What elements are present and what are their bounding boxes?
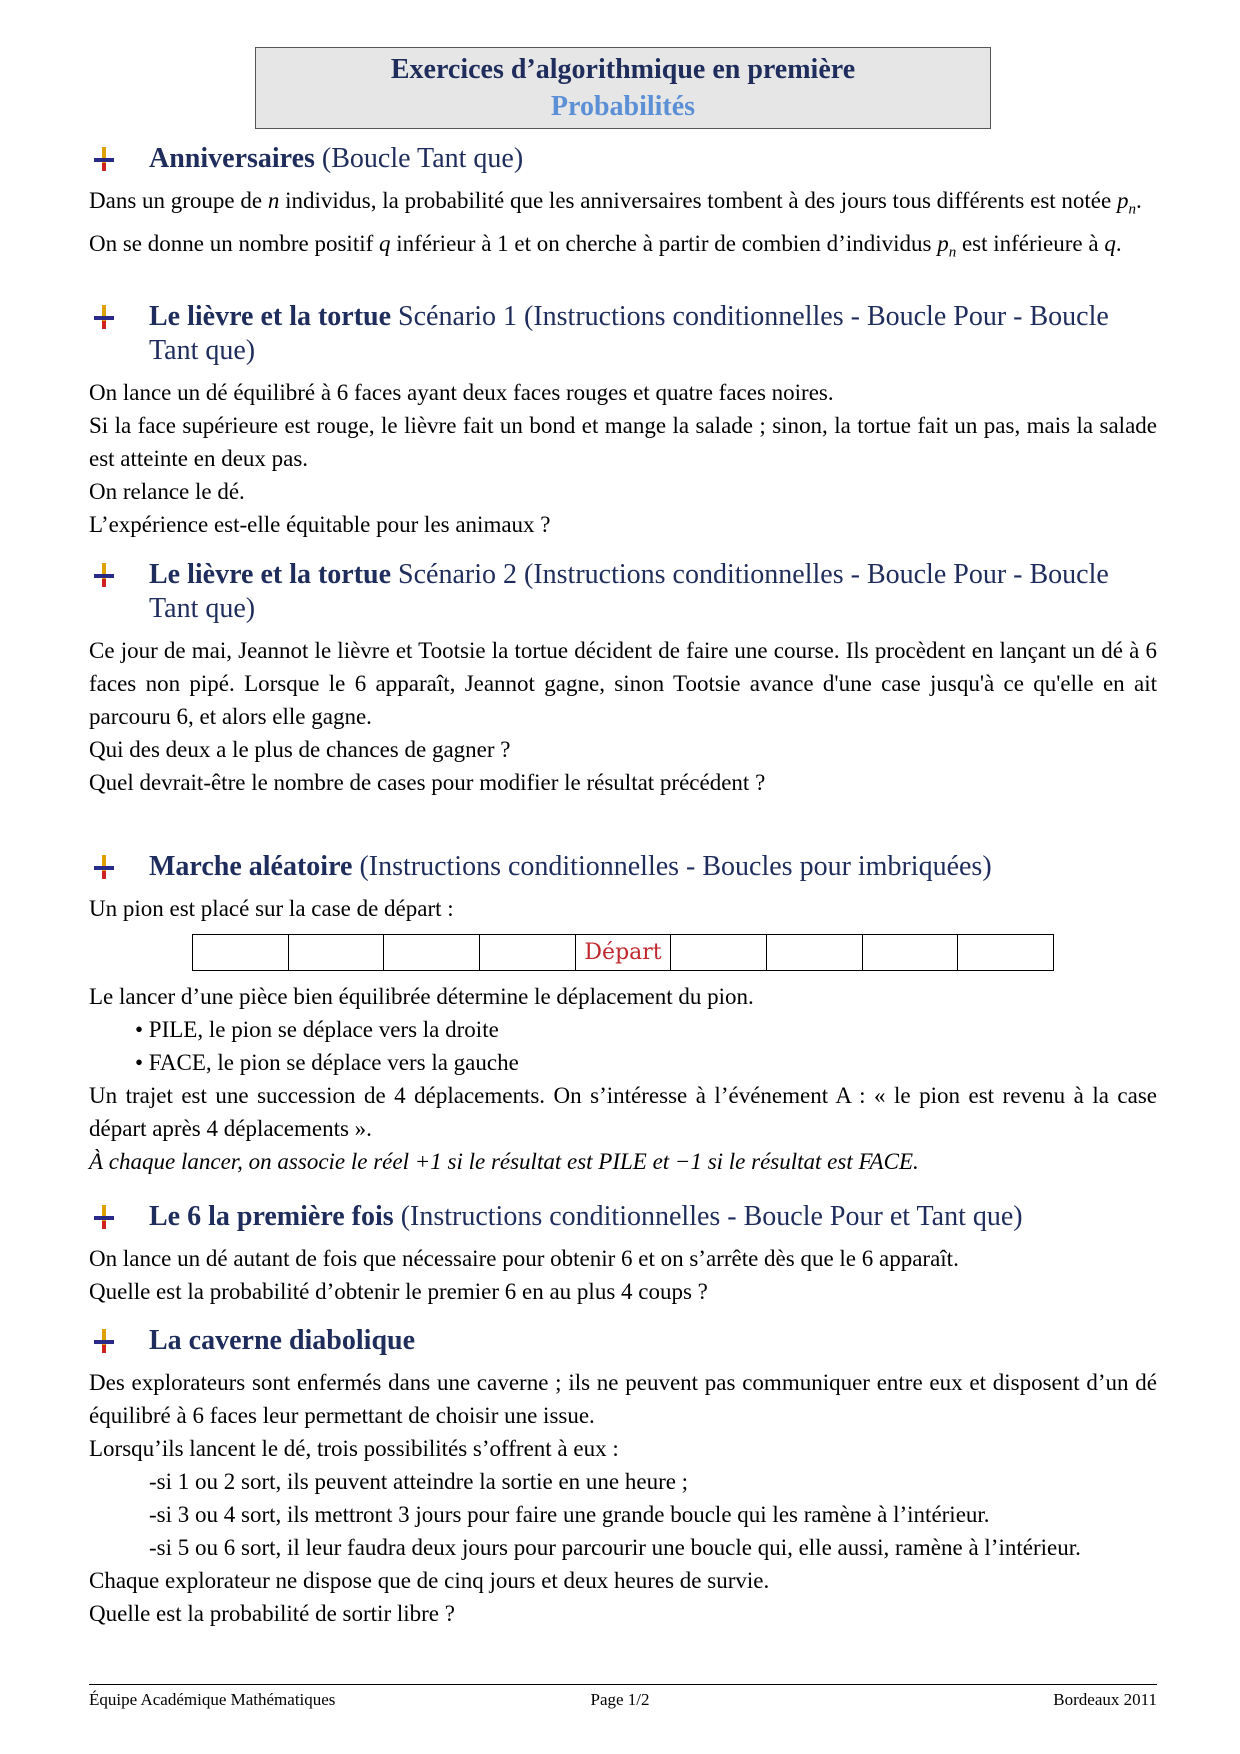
section-heading <box>89 142 1157 176</box>
footer-left: Équipe Académique Mathématiques <box>89 1690 336 1709</box>
board-grid <box>192 934 1054 971</box>
section-heading <box>89 1200 1157 1234</box>
section-heading <box>89 850 1157 884</box>
section-bullet-icon <box>92 563 118 589</box>
document-subtitle: Probabilités <box>550 91 696 122</box>
paragraph: On lance un dé autant de fois que nécessaire pour obtenir 6 et on s’arrête dès que le 6 apparaît. <box>89 1246 959 1271</box>
board-cell-depart: Départ <box>576 935 672 970</box>
paragraph: On lance un dé équilibré à 6 faces ayant deux faces rouges et quatre faces noires. <box>89 380 834 405</box>
footer-divider <box>89 1684 1157 1685</box>
indented-item: -si 5 ou 6 sort, il leur faudra deux jours pour parcourir une boucle qui, elle aussi, ramène à l’intérieur. <box>149 1535 1081 1560</box>
section-body <box>89 1366 1157 1630</box>
section-title-rest: Scénario 1 (Instructions conditionnelles - Boucle Pour - Boucle Tant que) <box>149 301 1109 366</box>
section-title-rest: (Boucle Tant que) <box>314 143 524 174</box>
section-bullet-icon <box>92 305 118 331</box>
section-lievre-2 <box>89 558 1157 799</box>
paragraph: On relance le dé. <box>89 479 245 504</box>
section-body <box>89 376 1157 541</box>
board-cell <box>289 935 385 970</box>
paragraph: Chaque explorateur ne dispose que de cinq jours et deux heures de survie. <box>89 1568 770 1593</box>
board-cell <box>193 935 289 970</box>
section-title-rest: Scénario 2 (Instructions conditionnelles - Boucle Pour - Boucle Tant que) <box>149 559 1109 624</box>
title-box <box>255 47 991 129</box>
paragraph: Un pion est placé sur la case de départ : <box>89 896 454 921</box>
section-body <box>89 1242 1157 1308</box>
board-cell <box>767 935 863 970</box>
paragraph: Des explorateurs sont enfermés dans une caverne ; ils ne peuvent pas communiquer entre eux et disposent d’un dé équilibré à 6 faces leur permettant de choisir une issue. <box>89 1370 1157 1428</box>
footer-right: Bordeaux 2011 <box>1053 1690 1157 1709</box>
document-title: Exercices d’algorithmique en première <box>390 54 856 85</box>
section-marche-aleatoire <box>89 850 1157 925</box>
indented-item: -si 3 ou 4 sort, ils mettront 3 jours pour faire une grande boucle qui les ramène à l’intérieur. <box>149 1502 990 1527</box>
section-title-bold: La caverne diabolique <box>149 1325 416 1356</box>
section-heading <box>89 558 1157 626</box>
paragraph: Quelle est la probabilité de sortir libre ? <box>89 1601 455 1626</box>
section-6-premiere-fois <box>89 1200 1157 1308</box>
paragraph: Le lancer d’une pièce bien équilibrée détermine le déplacement du pion. <box>89 984 754 1009</box>
section-bullet-icon <box>92 1329 118 1355</box>
section-title-bold: Le 6 la première fois <box>149 1201 394 1232</box>
paragraph: Un trajet est une succession de 4 déplacements. On s’intéresse à l’événement A : « le pion est revenu à la case départ après 4 déplacements ». <box>89 1083 1157 1141</box>
section-title-rest: (Instructions conditionnelles - Boucles pour imbriquées) <box>352 851 992 882</box>
italic-paragraph: À chaque lancer, on associe le réel +1 si le résultat est PILE et −1 si le résultat est FACE. <box>89 1149 919 1174</box>
paragraph: Lorsqu’ils lancent le dé, trois possibilités s’offrent à eux : <box>89 1436 619 1461</box>
section-heading <box>89 300 1157 368</box>
section-title-bold: Le lièvre et la tortue <box>149 301 392 332</box>
board-cell <box>958 935 1053 970</box>
section-anniversaires <box>89 142 1157 269</box>
section-body <box>89 634 1157 799</box>
board-cell <box>863 935 959 970</box>
indented-item: -si 1 ou 2 sort, ils peuvent atteindre la sortie en une heure ; <box>149 1469 689 1494</box>
paragraph: Quel devrait-être le nombre de cases pour modifier le résultat précédent ? <box>89 770 766 795</box>
section-intro <box>89 892 1157 925</box>
section-bullet-icon <box>92 855 118 881</box>
paragraph: On se donne un nombre positif q inférieur à 1 et on cherche à partir de combien d’individus $p_n$ est inférieure à q. <box>89 230 1122 261</box>
list-item: • PILE, le pion se déplace vers la droite <box>135 1017 499 1042</box>
paragraph: Dans un groupe de n individus, la probabilité que les anniversaires tombent à des jours tous différents est notée $p_n$. <box>89 188 1142 218</box>
board-cell <box>671 935 767 970</box>
section-title-rest: (Instructions conditionnelles - Boucle Pour et Tant que) <box>393 1201 1023 1232</box>
paragraph: Si la face supérieure est rouge, le lièvre fait un bond et mange la salade ; sinon, la tortue fait un pas, mais la salade est atteinte en deux pas. <box>89 413 1157 471</box>
section-marche-body <box>89 980 1157 1178</box>
section-caverne <box>89 1324 1157 1630</box>
board-cell <box>480 935 576 970</box>
section-title-bold: Le lièvre et la tortue <box>149 559 392 590</box>
section-lievre-1 <box>89 300 1157 541</box>
section-body <box>89 980 1157 1178</box>
paragraph: Qui des deux a le plus de chances de gagner ? <box>89 737 511 762</box>
section-bullet-icon <box>92 147 118 173</box>
section-title-bold: Anniversaires <box>149 143 315 174</box>
section-body <box>89 184 1157 269</box>
paragraph: L’expérience est-elle équitable pour les animaux ? <box>89 512 551 537</box>
paragraph: Quelle est la probabilité d’obtenir le premier 6 en au plus 4 coups ? <box>89 1279 708 1304</box>
paragraph: Ce jour de mai, Jeannot le lièvre et Tootsie la tortue décident de faire une course. Ils procèdent en lançant un dé à 6 faces non pipé. Lorsque le 6 apparaît, Jeannot gagne, sinon Tootsie avance d'une case jusqu'à ce qu'elle en ait parcouru 6, et alors elle gagne. <box>89 638 1157 729</box>
section-title-bold: Marche aléatoire <box>149 851 353 882</box>
section-bullet-icon <box>92 1205 118 1231</box>
section-heading <box>89 1324 1157 1358</box>
list-item: • FACE, le pion se déplace vers la gauche <box>135 1050 519 1075</box>
footer-page: Page 1/2 <box>590 1690 650 1709</box>
board-cell <box>384 935 480 970</box>
